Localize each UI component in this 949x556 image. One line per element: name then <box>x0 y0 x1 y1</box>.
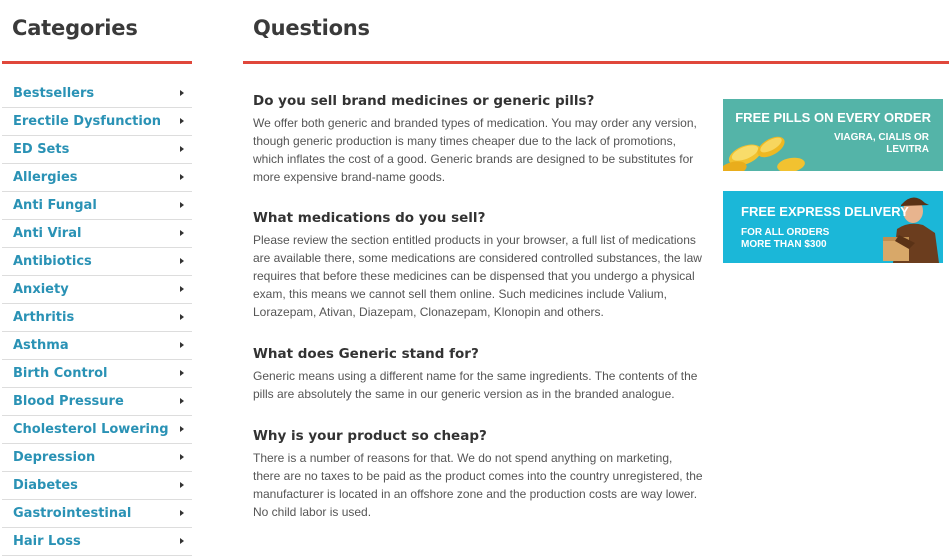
category-item-erectile-dysfunction[interactable] <box>2 108 192 136</box>
category-item-depression[interactable] <box>2 444 192 472</box>
category-item-ed-sets[interactable] <box>2 136 192 164</box>
category-item-anti-viral[interactable] <box>2 220 192 248</box>
category-item-asthma[interactable] <box>2 332 192 360</box>
chevron-right-icon <box>180 426 184 432</box>
chevron-right-icon <box>180 146 184 152</box>
faq-item <box>253 428 703 521</box>
category-label[interactable]: Anxiety <box>13 282 69 297</box>
faq-question: What does Generic stand for? <box>253 346 479 362</box>
banner-title: FREE PILLS ON EVERY ORDER <box>735 110 931 125</box>
category-item-antibiotics[interactable] <box>2 248 192 276</box>
page-title: Questions <box>253 16 370 40</box>
banner-subtitle-line: MORE THAN $300 <box>741 239 827 250</box>
chevron-right-icon <box>180 398 184 404</box>
title-divider <box>243 61 949 64</box>
category-label[interactable]: ED Sets <box>13 142 70 157</box>
faq-answer: We offer both generic and branded types of medication. You may order any version, though generic production is many times cheaper due to the lack of promotions, which inflates the cost of a good. Generic brands are designed to be substitutes for more expensive brand-name goods. <box>253 116 697 184</box>
category-item-gastrointestinal[interactable] <box>2 500 192 528</box>
category-label[interactable]: Hair Loss <box>13 534 81 549</box>
banner-subtitle-line: VIAGRA, CIALIS OR <box>833 132 929 143</box>
faq-item <box>253 210 703 321</box>
free-pills-banner[interactable] <box>723 99 943 171</box>
pills-icon <box>723 125 813 171</box>
category-label[interactable]: Blood Pressure <box>13 394 124 409</box>
faq-question: Why is your product so cheap? <box>253 428 487 444</box>
chevron-right-icon <box>180 370 184 376</box>
category-item-anti-fungal[interactable] <box>2 192 192 220</box>
chevron-right-icon <box>180 510 184 516</box>
faq-answer: There is a number of reasons for that. We do not spend anything on marketing, there are no taxes to be paid as the product comes into the country unregistered, the manufacturer is located in an offshore zone and the production costs are way lower. No child labor is used. <box>253 451 703 519</box>
category-item-hair-loss[interactable] <box>2 528 192 556</box>
category-label[interactable]: Diabetes <box>13 478 78 493</box>
category-item-diabetes[interactable] <box>2 472 192 500</box>
category-item-blood-pressure[interactable] <box>2 388 192 416</box>
faq-answer: Please review the section entitled products in your browser, a full list of medications are available there, some medications are considered controlled substances, the law requires that before these medicines can be dispensed that you undergo a physical exam, this means we cannot sell them online. Such medicines include Valium, Lorazepam, Ativan, Diazepam, Clonazepam, Klonopin and others. <box>253 233 702 319</box>
free-delivery-banner[interactable] <box>723 191 943 263</box>
banner-title: FREE EXPRESS DELIVERY <box>741 204 909 219</box>
faq-answer: Generic means using a different name for the same ingredients. The contents of the pills are absolutely the same in our generic version as in the branded analogue. <box>253 369 698 401</box>
category-label[interactable]: Erectile Dysfunction <box>13 114 162 129</box>
category-label[interactable]: Bestsellers <box>13 86 95 101</box>
banner-subtitle-line: LEVITRA <box>886 144 929 155</box>
chevron-right-icon <box>180 482 184 488</box>
faq-question: Do you sell brand medicines or generic pills? <box>253 93 595 109</box>
chevron-right-icon <box>180 258 184 264</box>
banner-subtitle-line: FOR ALL ORDERS <box>741 227 830 238</box>
chevron-right-icon <box>180 174 184 180</box>
questions-section <box>243 0 706 545</box>
category-label[interactable]: Birth Control <box>13 366 108 381</box>
banner-subtitle <box>834 132 929 156</box>
category-label[interactable]: Depression <box>13 450 96 465</box>
sidebar-title: Categories <box>12 16 138 40</box>
chevron-right-icon <box>180 90 184 96</box>
category-label[interactable]: Asthma <box>13 338 69 353</box>
categories-sidebar <box>0 0 192 549</box>
chevron-right-icon <box>180 314 184 320</box>
chevron-right-icon <box>180 286 184 292</box>
category-label[interactable]: Cholesterol Lowering <box>13 422 169 437</box>
chevron-right-icon <box>180 538 184 544</box>
sidebar-divider <box>2 61 192 64</box>
category-item-bestsellers[interactable] <box>2 80 192 108</box>
category-item-arthritis[interactable] <box>2 304 192 332</box>
category-item-birth-control[interactable] <box>2 360 192 388</box>
courier-icon <box>879 191 943 263</box>
banner-subtitle <box>741 227 829 251</box>
chevron-right-icon <box>180 118 184 124</box>
faq-item <box>253 93 703 186</box>
chevron-right-icon <box>180 202 184 208</box>
chevron-right-icon <box>180 454 184 460</box>
category-label[interactable]: Anti Fungal <box>13 198 97 213</box>
category-label[interactable]: Antibiotics <box>13 254 92 269</box>
faq-question: What medications do you sell? <box>253 210 486 226</box>
chevron-right-icon <box>180 342 184 348</box>
category-label[interactable]: Anti Viral <box>13 226 82 241</box>
category-label[interactable]: Arthritis <box>13 310 75 325</box>
category-label[interactable]: Allergies <box>13 170 78 185</box>
category-label[interactable]: Gastrointestinal <box>13 506 132 521</box>
chevron-right-icon <box>180 230 184 236</box>
category-item-anxiety[interactable] <box>2 276 192 304</box>
category-item-cholesterol-lowering[interactable] <box>2 416 192 444</box>
faq-item <box>253 346 703 403</box>
category-list <box>2 80 192 556</box>
category-item-allergies[interactable] <box>2 164 192 192</box>
